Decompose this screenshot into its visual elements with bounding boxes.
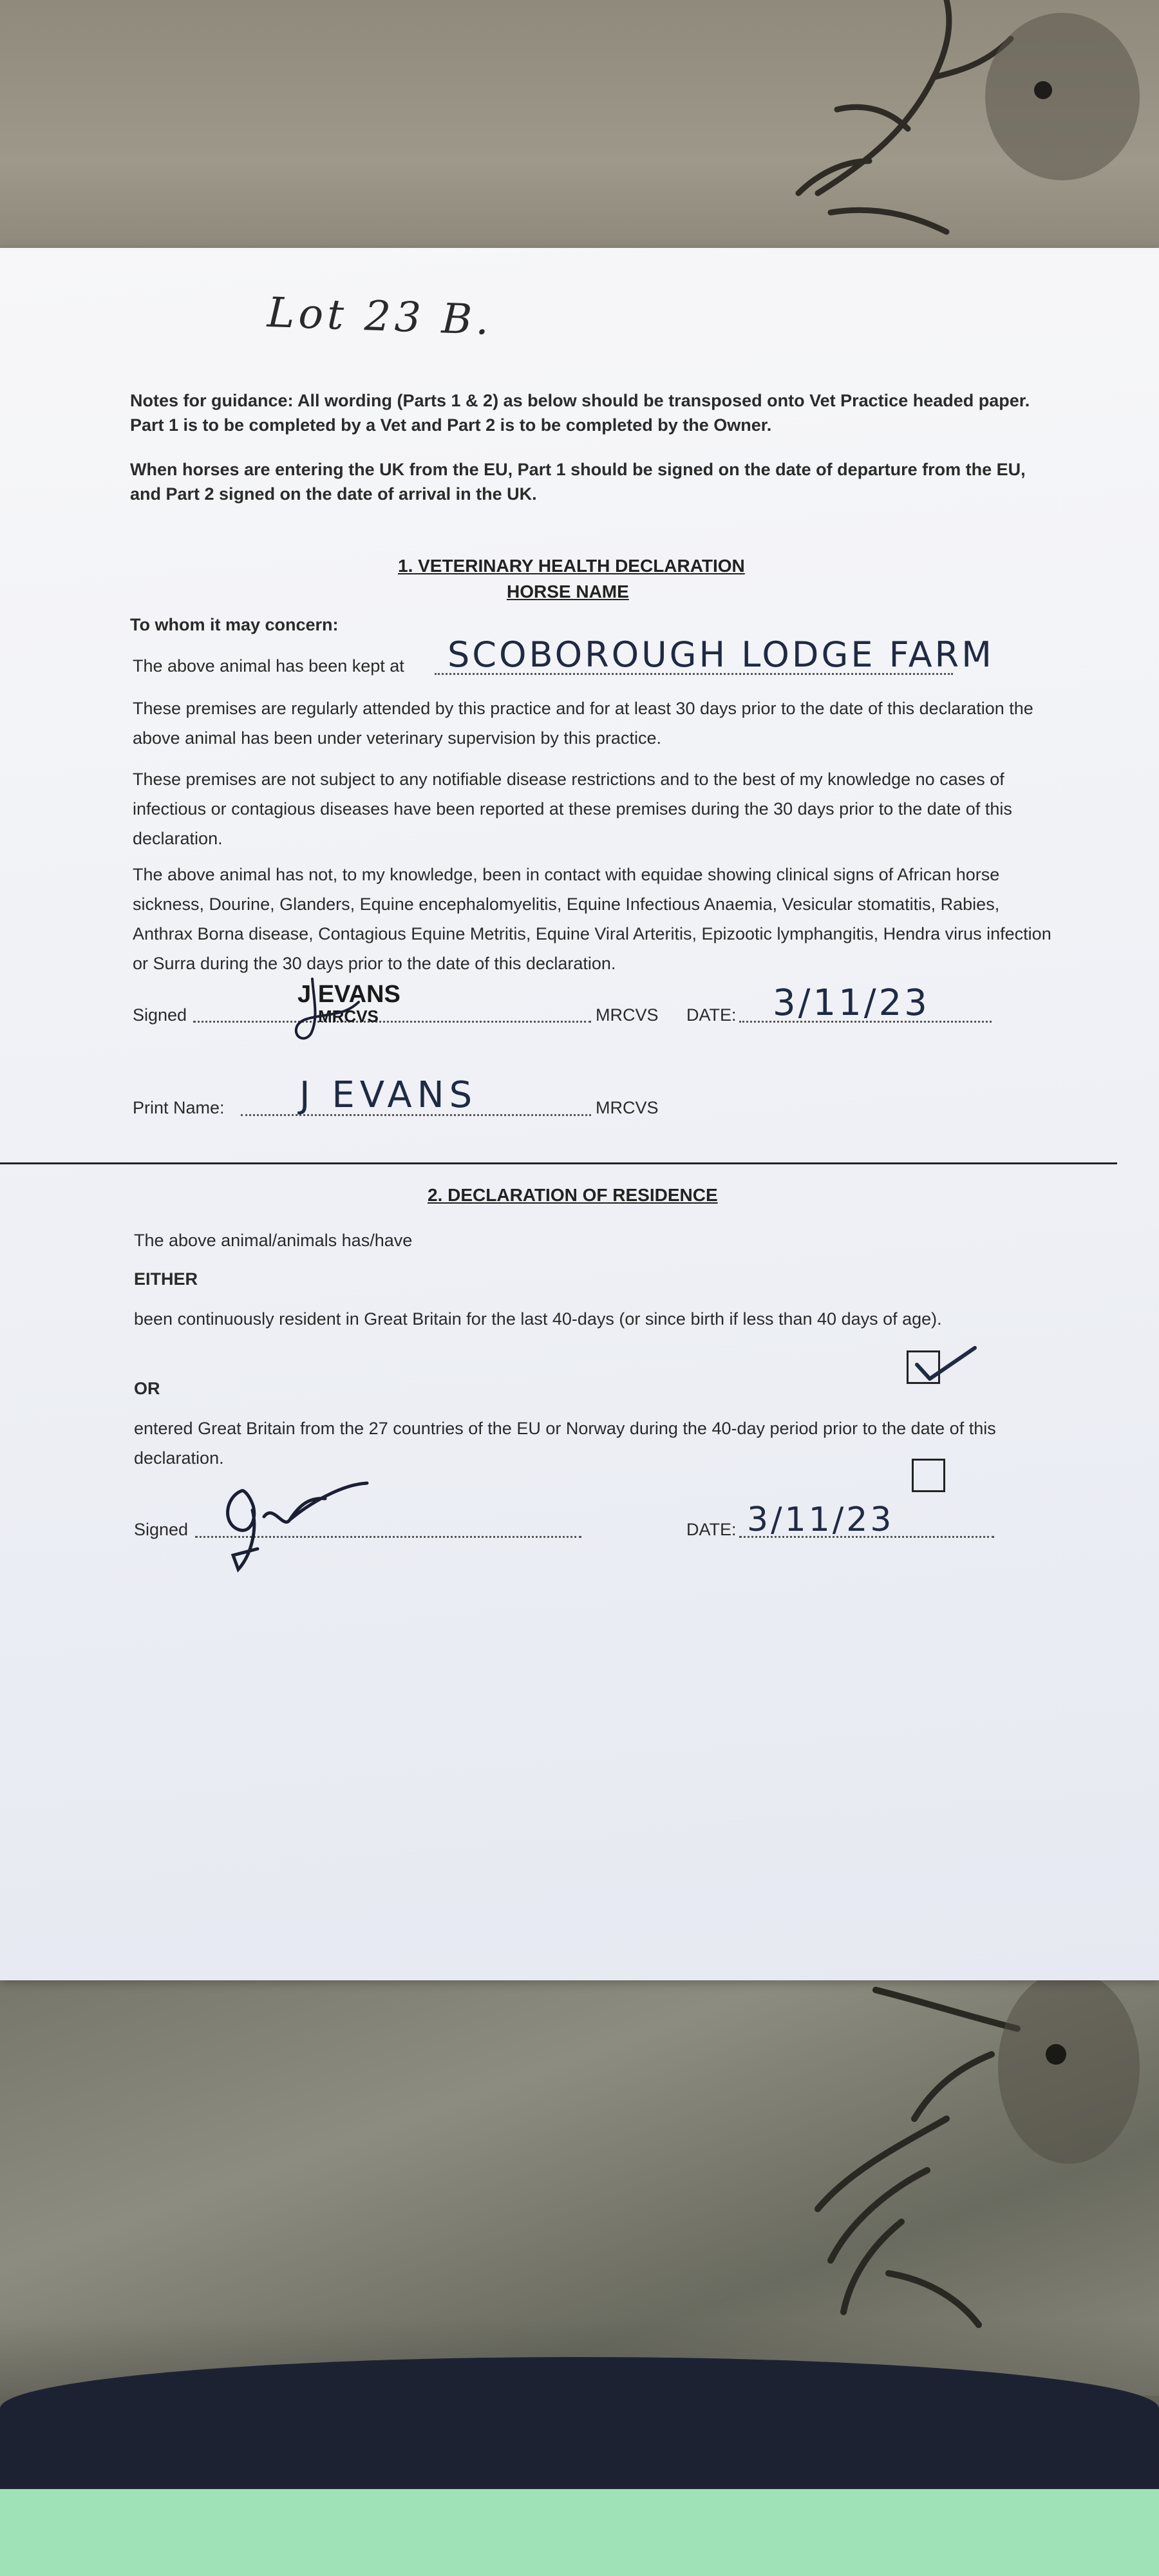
print-name-value: J EVANS [299,1074,478,1116]
section-divider [0,1162,1117,1164]
vet-date-label: DATE: [686,1005,737,1025]
part2-heading: 2. DECLARATION OF RESIDENCE [428,1185,718,1205]
owner-date-label: DATE: [686,1520,737,1539]
option2-text: entered Great Britain from the 27 countries of the EU or Norway during the 40-day period prior to the date of this declaration. [134,1419,996,1468]
residence-intro: The above animal/animals has/have [134,1231,413,1250]
navy-garment [0,2357,1159,2512]
entering-note: When horses are entering the UK from the EU, Part 1 should be signed on the date of departure from the EU, and Part 2 signed on the date of arrival in the UK. [130,460,1026,504]
part1-heading: 1. VETERINARY HEALTH DECLARATION [398,556,745,576]
to-whom-label: To whom it may concern: [130,615,339,634]
owner-date-value: 3/11/23 [747,1501,894,1539]
vet-signature-scribble [274,972,364,1043]
or-label: OR [134,1379,160,1398]
option2-checkbox[interactable] [912,1459,945,1492]
kept-at-label: The above animal has been kept at [133,656,404,676]
vet-date-value: 3/11/23 [773,982,930,1024]
vet-signed-label: Signed [133,1005,187,1025]
lot-number-annotation: Lot 23 B. [266,289,494,345]
owner-signature [212,1459,380,1575]
print-name-label: Print Name: [133,1098,225,1117]
owner-signed-label: Signed [134,1520,189,1539]
contact-paragraph: The above animal has not, to my knowledge, been in contact with equidae showing clinical signs of African horse sickness, Dourine, Glanders, Equine encephalomyelitis, Equine Infectious Anaemia, Vesicular stomatitis, Rabies, Anthrax Borna disease, Contagious Equine Metritis, Equine Viral Arteritis, Epizootic lymphangitis, Hendra virus infection or Surra during the 30 days prior to the date of this declaration. [133,865,1051,973]
print-mrcvs-label: MRCVS [596,1098,659,1117]
vet-mrcvs-label: MRCVS [596,1005,659,1025]
disease-free-paragraph: These premises are not subject to any notifiable disease restrictions and to the best of my knowledge no cases of infectious or contagious diseases have been reported at these premises during the 30 days prior to the date of this declaration. [133,770,1012,848]
declaration-paper [0,248,1159,1980]
guidance-note: Notes for guidance: All wording (Parts 1 & 2) as below should be transposed onto Vet Practice headed paper. Part 1 is to be completed by a Vet and Part 2 is to be completed by the Owner. [130,391,1030,435]
vet-stamp-suffix: MRCVS [318,1007,379,1026]
vet-signature-line [193,1021,591,1023]
green-garment [0,2489,1159,2576]
horse-name-heading: HORSE NAME [507,582,629,601]
stag-pattern-top [740,0,1159,251]
attendance-paragraph: These premises are regularly attended by this practice and for at least 30 days prior to the date of this declaration the above animal has been under veterinary supervision by this practice. [133,699,1033,748]
either-label: EITHER [134,1269,198,1289]
option1-text: been continuously resident in Great Britain for the last 40-days (or since birth if less than 40 days of age). [134,1309,942,1329]
kept-at-value: SCOBOROUGH LODGE FARM [448,634,994,675]
vet-stamp-name: J EVANS [297,981,400,1008]
